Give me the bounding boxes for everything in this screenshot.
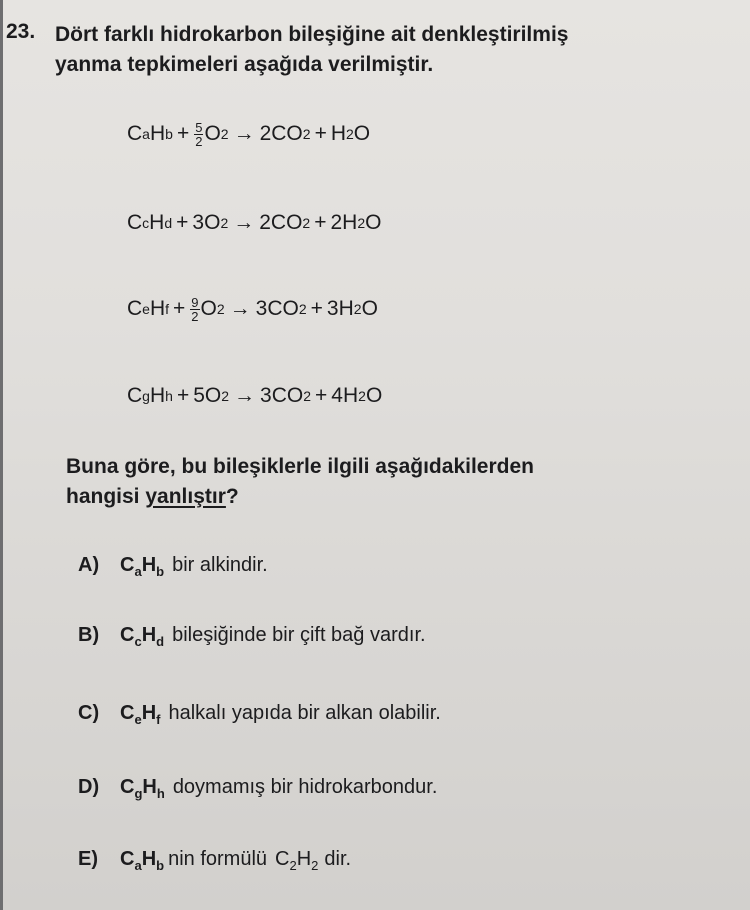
reaction-arrow: →: [229, 297, 251, 320]
option-b[interactable]: [78, 619, 426, 651]
equation-1: C a H b + $\frac{5}{2}$ O 2 → 2 CO 2 + H 2 O: [127, 119, 371, 149]
option-letter: C): [78, 701, 100, 724]
oxygen-coefficient: 3: [192, 211, 205, 234]
underlined-keyword: yanlıştır: [145, 485, 226, 508]
option-formula: $C_cH_d$: [120, 623, 165, 649]
equation-3: C e H f + $\frac{9}{2}$ O 2 → 3 CO 2 + 3 H 2 O: [127, 294, 378, 324]
question-number: 23.: [6, 20, 36, 43]
reaction-arrow: →: [233, 122, 255, 145]
equation-4: C g H h + 5 O 2 → 3 CO 2 + 4 H 2 O: [127, 384, 383, 407]
option-e[interactable]: [78, 843, 351, 875]
option-formula: $C_gH_h$: [120, 775, 165, 801]
option-text: bileşiğinde bir çift bağ vardır.: [172, 623, 426, 646]
option-letter: B): [78, 623, 100, 646]
oxygen-coefficient: 5: [193, 384, 205, 407]
question-intro: [55, 20, 715, 80]
option-text: bir alkindir.: [172, 553, 268, 576]
option-a[interactable]: [78, 549, 268, 581]
prompt-line-2: hangisi yanlıştır?: [66, 485, 239, 508]
option-text: doymamış bir hidrokarbondur.: [172, 775, 438, 798]
oxygen-coefficient-fraction: $\frac{9}{2}$: [191, 294, 199, 324]
option-formula: $C_eH_f$: [120, 701, 161, 727]
option-letter: A): [78, 553, 100, 576]
page-margin-rule: [0, 0, 3, 910]
prompt-line-1: Buna göre, bu bileşiklerle ilgili aşağıdakilerden: [66, 455, 534, 478]
option-text: nin formülü: [168, 847, 268, 870]
option-formula-acetylene: $C_2H_2$: [275, 847, 319, 873]
option-letter: E): [78, 847, 98, 870]
option-text-end: dir.: [324, 847, 352, 870]
intro-line-2: yanma tepkimeleri aşağıda verilmiştir.: [55, 53, 434, 76]
option-formula: $C_aH_b$: [120, 847, 165, 873]
reaction-arrow: →: [233, 211, 255, 234]
intro-line-1: Dört farklı hidrokarbon bileşiğine ait denkleştirilmiş: [55, 23, 569, 46]
option-c[interactable]: [78, 697, 441, 729]
question-prompt: [66, 452, 706, 512]
option-letter: D): [78, 775, 100, 798]
reaction-arrow: →: [234, 384, 256, 407]
oxygen-coefficient-fraction: $\frac{5}{2}$: [195, 119, 203, 149]
option-d[interactable]: [78, 771, 437, 803]
option-text: halkalı yapıda bir alkan olabilir.: [168, 701, 441, 724]
option-formula: $C_aH_b$: [120, 553, 165, 579]
equation-2: C c H d + 3 O 2 → 2 CO 2 + 2 H 2 O: [127, 211, 382, 234]
